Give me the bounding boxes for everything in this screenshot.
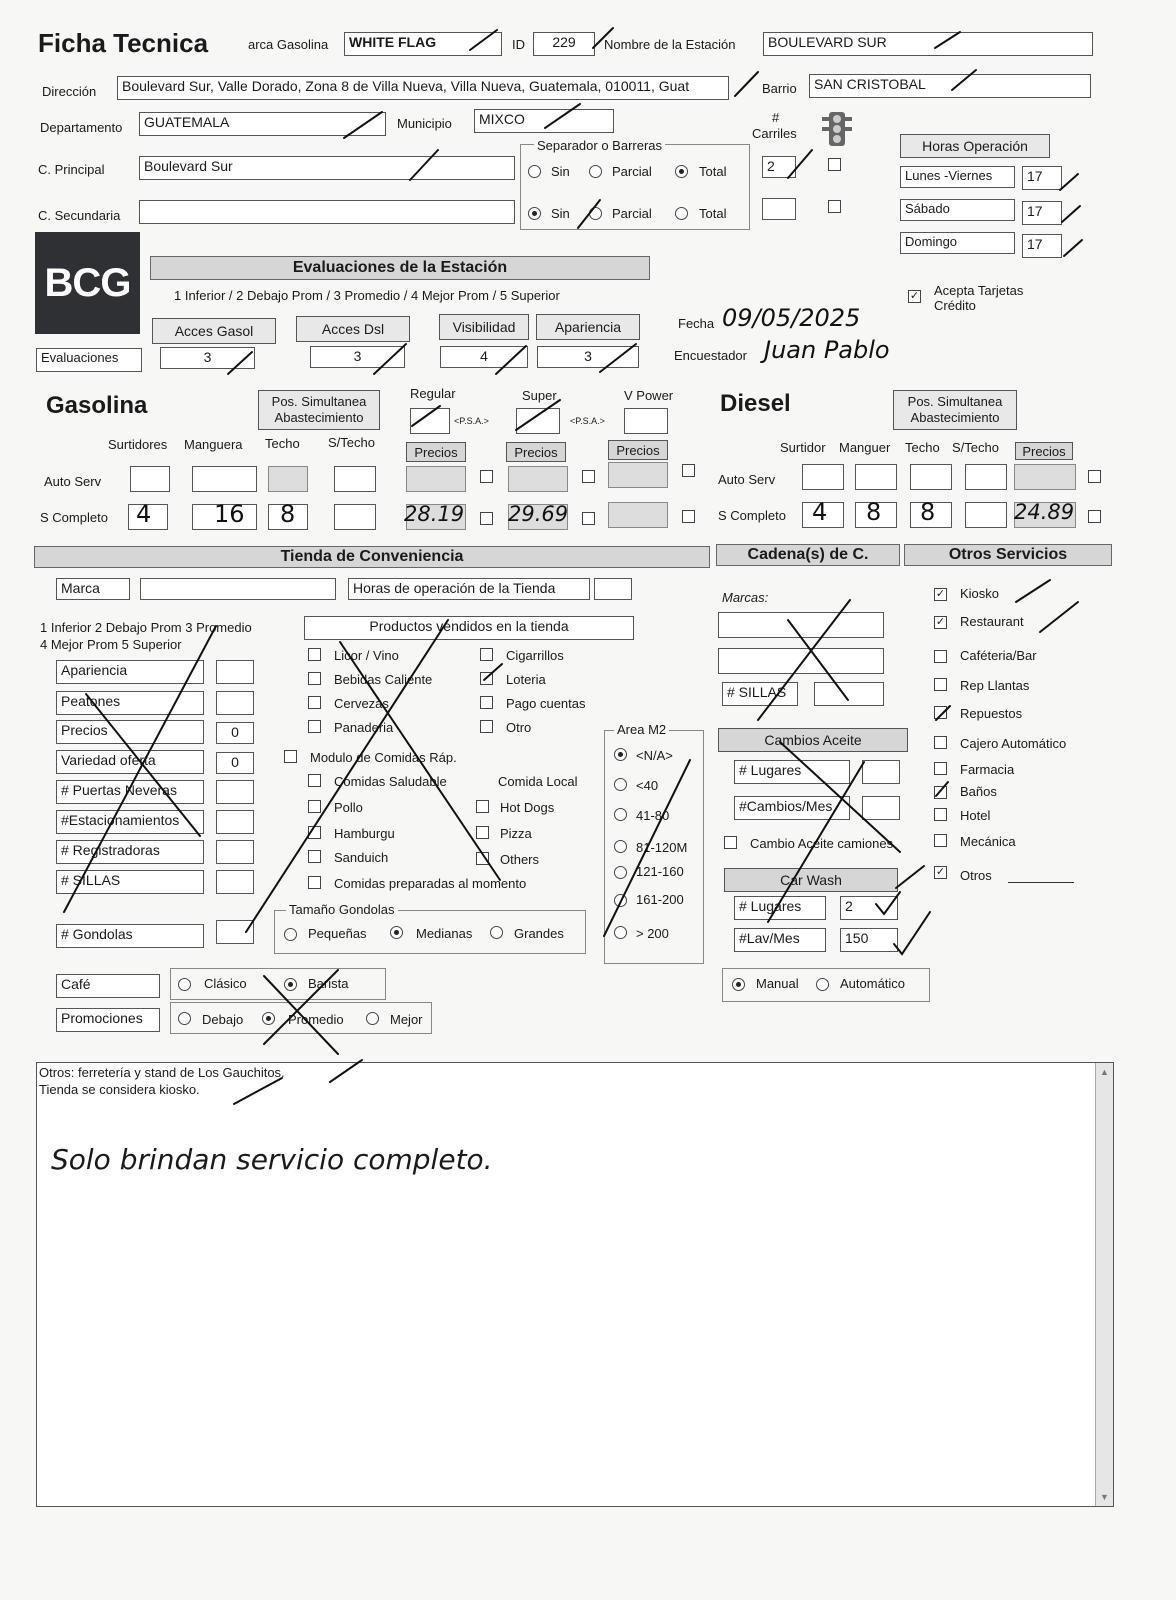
tienda-scale-2: 4 Mejor Prom 5 Superior xyxy=(40,637,182,652)
tienda-field-variedad[interactable]: 0 xyxy=(216,752,254,774)
ink-check xyxy=(896,866,924,888)
aceite-camiones-label: Cambio Aceite camiones xyxy=(750,836,894,851)
carriles-hash: # xyxy=(772,110,780,125)
as-techo-field[interactable] xyxy=(268,466,308,492)
pollo-label: Pollo xyxy=(334,800,363,815)
direccion-field[interactable]: Boulevard Sur, Valle Dorado, Zona 8 de Villa Nueva, Villa Nueva, Guatemala, 010011, Guat xyxy=(117,76,729,100)
hamburgu-checkbox[interactable] xyxy=(308,826,321,839)
pago-cuentas-checkbox[interactable] xyxy=(480,696,493,709)
cambios-aceite-button[interactable]: Cambios Aceite xyxy=(718,728,908,752)
as-super-checkbox[interactable] xyxy=(582,470,595,483)
promedio-label: Promedio xyxy=(288,1012,344,1027)
marca-label: Marca xyxy=(56,578,130,600)
tienda-field-puertas[interactable] xyxy=(216,780,254,804)
sc-precio-regular-value: 28.19 xyxy=(404,502,465,526)
aceite-lugares-field[interactable] xyxy=(862,760,900,784)
encuestador-label: Encuestador xyxy=(674,348,747,363)
diesel-surtidor-header: Surtidor xyxy=(780,440,826,455)
cafe-group xyxy=(170,968,386,1000)
sep2-total-radio[interactable] xyxy=(675,207,688,220)
restaurant-label: Restaurant xyxy=(960,614,1024,629)
lunes-viernes-field[interactable]: 17 xyxy=(1022,166,1062,190)
hot-dogs-label: Hot Dogs xyxy=(500,800,555,815)
diesel-precios-button[interactable]: Precios xyxy=(1015,442,1073,460)
logo-text: BCG xyxy=(44,260,131,305)
medianas-label: Medianas xyxy=(416,926,473,941)
sep1-total-radio[interactable] xyxy=(675,165,688,178)
evaluaciones-header: Evaluaciones de la Estación xyxy=(150,256,650,280)
d-sc-surtidor-value: 4 xyxy=(812,498,828,526)
precios-super-button[interactable]: Precios xyxy=(506,442,566,462)
notes-handwritten: Solo brindan servicio completo. xyxy=(51,1143,493,1176)
banos-checkbox[interactable] xyxy=(934,786,947,799)
cafeteria-label: Caféteria/Bar xyxy=(960,648,1037,663)
area-81-120-label: 81-120M xyxy=(636,840,688,855)
departamento-label: Departamento xyxy=(40,120,123,135)
tienda-row-peatones: Peatones xyxy=(56,691,204,715)
licor-label: Licor / Vino xyxy=(334,648,399,663)
pizza-label: Pizza xyxy=(500,826,532,841)
visibilidad-button[interactable]: Visibilidad xyxy=(439,314,529,340)
mejor-label: Mejor xyxy=(390,1012,423,1027)
productos-label: Productos vendidos en la tienda xyxy=(304,616,634,640)
tienda-field-peatones[interactable] xyxy=(216,691,254,715)
diesel-title: Diesel xyxy=(720,390,791,417)
area-41-80-radio[interactable] xyxy=(614,808,627,821)
area-121-160-radio[interactable] xyxy=(614,866,627,879)
acepta-tarjetas-checkbox[interactable]: ✓ xyxy=(909,290,920,302)
aceite-camiones-checkbox[interactable] xyxy=(724,836,737,849)
as-surtidores-field[interactable] xyxy=(130,466,170,492)
cw-lugares-label: # Lugares xyxy=(734,896,826,920)
area-gt200-radio[interactable] xyxy=(614,926,627,939)
sc-super-checkbox[interactable] xyxy=(582,512,595,525)
d-sc-manguer-value: 8 xyxy=(866,498,882,526)
sanduich-label: Sanduich xyxy=(334,850,389,865)
ink-slash xyxy=(1060,174,1078,190)
sep2-sin-label: Sin xyxy=(551,206,570,221)
ink-slash xyxy=(735,72,758,96)
scroll-up-icon[interactable]: ▲ xyxy=(1100,1067,1109,1077)
regular-psa-field[interactable] xyxy=(410,408,450,434)
cervezas-label: Cervezas xyxy=(334,696,389,711)
area-na-label: <N/A> xyxy=(636,748,673,763)
super-psa-field[interactable] xyxy=(516,408,560,434)
aceite-lugares-label: # Lugares xyxy=(734,760,850,784)
tienda-row-puertas: # Puertas Neveras xyxy=(56,780,204,804)
tienda-row-sillas: # SILLAS xyxy=(56,870,204,894)
farmacia-label: Farmacia xyxy=(960,762,1015,777)
c-principal-field[interactable]: Boulevard Sur xyxy=(139,156,515,180)
others-checkbox[interactable] xyxy=(476,852,489,865)
grandes-label: Grandes xyxy=(514,926,564,941)
hamburgu-label: Hamburgu xyxy=(334,826,395,841)
cigarrillos-label: Cigarrillos xyxy=(506,648,564,663)
hotel-checkbox[interactable] xyxy=(934,808,947,821)
rep-llantas-label: Rep Llantas xyxy=(960,678,1030,693)
acces-dsl-button[interactable]: Acces Dsl xyxy=(296,316,410,342)
horas-tienda-field[interactable] xyxy=(594,578,632,600)
clasico-label: Clásico xyxy=(204,976,247,991)
notes-scrollbar[interactable] xyxy=(1095,1063,1113,1506)
kiosko-label: Kiosko xyxy=(960,586,1000,601)
psa-label-2: <P.S.A.> xyxy=(570,416,605,426)
automatico-label: Automático xyxy=(840,976,906,991)
marcas-field-1[interactable] xyxy=(718,612,884,638)
modulo-comidas-label: Modulo de Comidas Ráp. xyxy=(310,750,457,765)
otro-checkbox[interactable] xyxy=(480,720,493,733)
sc-vpower-checkbox[interactable] xyxy=(682,510,695,523)
sep1-parcial-radio[interactable] xyxy=(589,165,602,178)
evaluaciones-label: Evaluaciones xyxy=(36,348,142,372)
carriles-field-1[interactable]: 2 xyxy=(762,156,796,178)
barrio-label: Barrio xyxy=(762,81,797,96)
apariencia-field[interactable]: 3 xyxy=(537,346,639,368)
area-161-200-radio[interactable] xyxy=(614,894,627,907)
otro-label: Otro xyxy=(506,720,532,735)
sep2-parcial-radio[interactable] xyxy=(589,207,602,220)
hotel-label: Hotel xyxy=(960,808,991,823)
fecha-value: 09/05/2025 xyxy=(722,304,861,332)
sc-manguera-value: 16 xyxy=(214,500,245,528)
sep1-sin-label: Sin xyxy=(551,164,570,179)
bebidas-checkbox[interactable] xyxy=(308,672,321,685)
marcas-field-2[interactable] xyxy=(718,648,884,674)
notes-textarea[interactable] xyxy=(36,1062,1114,1507)
d-as-checkbox[interactable] xyxy=(1088,470,1101,483)
tamano-gondolas-label: Tamaño Gondolas xyxy=(286,902,398,917)
as-manguera-field[interactable] xyxy=(192,466,257,492)
acces-dsl-field[interactable]: 3 xyxy=(310,346,405,368)
others-label: Others xyxy=(500,852,540,867)
ink-slash xyxy=(1016,580,1050,602)
c-principal-label: C. Principal xyxy=(38,162,105,177)
acces-gasol-field[interactable]: 3 xyxy=(160,347,255,369)
domingo-label: Domingo xyxy=(900,232,1015,254)
marca-gasolina-field[interactable]: WHITE FLAG xyxy=(344,32,502,56)
cafe-label: Café xyxy=(56,974,160,998)
auto-serv-label: Auto Serv xyxy=(44,474,102,489)
ink-check xyxy=(894,912,930,954)
diesel-s-completo-label: S Completo xyxy=(718,508,786,523)
diesel-manguer-header: Manguer xyxy=(839,440,891,455)
tienda-field-sillas[interactable] xyxy=(216,870,254,894)
sep1-total-label: Total xyxy=(699,164,727,179)
banos-label: Baños xyxy=(960,784,997,799)
sc-precio-vpower-field[interactable] xyxy=(608,502,668,528)
restaurant-checkbox[interactable]: ✓ xyxy=(935,616,946,628)
tienda-scale-1: 1 Inferior 2 Debajo Prom 3 Promedio xyxy=(40,620,252,635)
tienda-field-gondolas[interactable] xyxy=(216,920,254,944)
area-121-160-label: 121-160 xyxy=(636,864,684,879)
d-as-techo-field[interactable] xyxy=(910,464,952,490)
area-gt200-label: > 200 xyxy=(636,926,669,941)
otros-servicios-header: Otros Servicios xyxy=(904,544,1112,566)
modulo-comidas-checkbox[interactable] xyxy=(284,750,297,763)
grandes-radio[interactable] xyxy=(490,926,503,939)
barrio-field[interactable]: SAN CRISTOBAL xyxy=(809,74,1091,98)
mejor-radio[interactable] xyxy=(366,1012,379,1025)
as-precio-regular-field[interactable] xyxy=(406,466,466,492)
rep-llantas-checkbox[interactable] xyxy=(934,678,947,691)
d-as-stecho-field[interactable] xyxy=(965,464,1007,490)
cw-lav-mes-label: #Lav/Mes xyxy=(734,928,826,952)
car-wash-button[interactable]: Car Wash xyxy=(724,868,898,892)
sep2-sin-radio[interactable] xyxy=(528,207,541,220)
d-as-surtidor-field[interactable] xyxy=(802,464,844,490)
d-sc-stecho-field[interactable] xyxy=(965,502,1007,528)
clasico-radio[interactable] xyxy=(178,978,191,991)
tienda-row-precios: Precios xyxy=(56,720,204,744)
precios-vpower-button[interactable]: Precios xyxy=(608,440,668,460)
ink-slash xyxy=(1040,602,1078,632)
sc-precio-super-value: 29.69 xyxy=(508,502,569,526)
vpower-psa-field[interactable] xyxy=(624,408,668,434)
sanduich-checkbox[interactable] xyxy=(308,850,321,863)
diesel-pos-simultanea-button[interactable]: Pos. Simultanea Abastecimiento xyxy=(893,390,1017,430)
sep1-parcial-label: Parcial xyxy=(612,164,652,179)
diesel-auto-serv-label: Auto Serv xyxy=(718,472,776,487)
licor-checkbox[interactable] xyxy=(308,648,321,661)
promociones-label: Promociones xyxy=(56,1008,160,1032)
bcg-logo xyxy=(35,232,140,334)
diesel-techo-header: Techo xyxy=(905,440,940,455)
as-regular-checkbox[interactable] xyxy=(480,470,493,483)
pizza-checkbox[interactable] xyxy=(476,826,489,839)
id-field[interactable]: 229 xyxy=(533,32,595,56)
area-41-80-label: 41-80 xyxy=(636,808,670,823)
automatico-radio[interactable] xyxy=(816,978,829,991)
municipio-label: Municipio xyxy=(397,116,452,131)
d-as-manguer-field[interactable] xyxy=(855,464,897,490)
area-81-120-radio[interactable] xyxy=(614,840,627,853)
sabado-field[interactable]: 17 xyxy=(1022,201,1062,225)
sep2-parcial-label: Parcial xyxy=(612,206,652,221)
medianas-radio[interactable] xyxy=(390,926,403,939)
aceite-cambios-mes-field[interactable] xyxy=(862,796,900,820)
carriles-checkbox-1[interactable] xyxy=(828,158,841,171)
horas-tienda-label: Horas de operación de la Tienda xyxy=(348,578,590,600)
cigarrillos-checkbox[interactable] xyxy=(480,648,493,661)
mecanica-checkbox[interactable] xyxy=(934,834,947,847)
pequenas-label: Pequeñas xyxy=(308,926,367,941)
departamento-field[interactable]: GUATEMALA xyxy=(139,112,386,136)
area-m2-label: Area M2 xyxy=(614,722,669,737)
marcas-label: Marcas: xyxy=(722,590,769,605)
aceite-cambios-mes-label: #Cambios/Mes xyxy=(734,796,850,820)
comida-local-label: Comida Local xyxy=(498,774,578,789)
manual-radio[interactable] xyxy=(732,978,745,991)
pequenas-radio[interactable] xyxy=(284,928,297,941)
panaderia-checkbox[interactable] xyxy=(308,720,321,733)
fecha-label: Fecha xyxy=(678,316,715,331)
s-completo-label: S Completo xyxy=(40,510,108,525)
separador-label: Separador o Barreras xyxy=(534,138,665,153)
acces-gasol-button[interactable]: Acces Gasol xyxy=(152,318,276,344)
as-vpower-checkbox[interactable] xyxy=(682,464,695,477)
traffic-light-icon xyxy=(820,110,854,155)
sc-surtidores-value: 4 xyxy=(136,500,152,528)
repuestos-checkbox[interactable] xyxy=(934,706,947,719)
sabado-label: Sábado xyxy=(900,199,1015,221)
precios-regular-button[interactable]: Precios xyxy=(406,442,466,462)
cadena-sillas-field[interactable] xyxy=(814,682,884,706)
notes-line-2: Tienda se considera kiosko. xyxy=(39,1082,200,1097)
as-precio-vpower-field[interactable] xyxy=(608,462,668,488)
cadena-header: Cadena(s) de C. xyxy=(716,544,900,566)
otros-label: Otros xyxy=(960,868,992,883)
sc-techo-value: 8 xyxy=(280,500,296,528)
promedio-radio[interactable] xyxy=(262,1012,275,1025)
ink-slash xyxy=(1064,240,1082,256)
carriles-field-2[interactable] xyxy=(762,198,796,220)
tienda-field-precios[interactable]: 0 xyxy=(216,722,254,744)
visibilidad-field[interactable]: 4 xyxy=(440,346,528,368)
vpower-label: V Power xyxy=(624,388,674,403)
area-lt40-label: <40 xyxy=(636,778,659,793)
kiosko-checkbox[interactable]: ✓ xyxy=(935,588,946,600)
barista-radio[interactable] xyxy=(284,978,297,991)
repuestos-label: Repuestos xyxy=(960,706,1023,721)
cadena-sillas-label: # SILLAS xyxy=(722,682,798,706)
d-sc-checkbox[interactable] xyxy=(1088,510,1101,523)
gas-pos-simultanea-button[interactable]: Pos. Simultanea Abastecimiento xyxy=(258,390,380,430)
tienda-row-gondolas: # Gondolas xyxy=(56,924,204,948)
comidas-preparadas-label: Comidas preparadas al momento xyxy=(334,876,527,891)
regular-label: Regular xyxy=(410,386,456,401)
otros-line xyxy=(1008,882,1074,883)
loteria-label: Loteria xyxy=(506,672,546,687)
d-as-precio-field[interactable] xyxy=(1014,464,1076,490)
cajero-checkbox[interactable] xyxy=(934,736,947,749)
tienda-row-estacionamientos: #Estacionamientos xyxy=(56,810,204,834)
hot-dogs-checkbox[interactable] xyxy=(476,800,489,813)
area-na-radio[interactable] xyxy=(614,748,627,761)
direccion-label: Dirección xyxy=(42,84,97,99)
scroll-down-icon[interactable]: ▼ xyxy=(1100,1492,1109,1502)
pago-cuentas-label: Pago cuentas xyxy=(506,696,586,711)
ink-slash xyxy=(1062,206,1080,222)
evaluaciones-scale: 1 Inferior / 2 Debajo Prom / 3 Promedio / 4 Mejor Prom / 5 Superior xyxy=(174,288,560,303)
stecho-header: S/Techo xyxy=(328,435,375,450)
apariencia-button[interactable]: Apariencia xyxy=(536,314,640,340)
sc-regular-checkbox[interactable] xyxy=(480,512,493,525)
manual-label: Manual xyxy=(756,976,799,991)
as-precio-super-field[interactable] xyxy=(508,466,568,492)
marca-gasolina-label: arca Gasolina xyxy=(248,37,329,52)
debajo-label: Debajo xyxy=(202,1012,244,1027)
panaderia-label: Panaderia xyxy=(334,720,394,735)
cw-lugares-field[interactable]: 2 xyxy=(840,896,898,920)
pollo-checkbox[interactable] xyxy=(308,800,321,813)
tienda-row-apariencia: Apariencia xyxy=(56,660,204,684)
encuestador-value: Juan Pablo xyxy=(764,336,890,364)
comidas-saludable-checkbox[interactable] xyxy=(308,774,321,787)
municipio-field[interactable]: MIXCO xyxy=(474,109,614,133)
id-label: ID xyxy=(512,37,525,52)
c-secundaria-label: C. Secundaria xyxy=(38,208,121,223)
area-161-200-label: 161-200 xyxy=(636,892,684,907)
super-label: Super xyxy=(522,388,557,403)
d-sc-techo-value: 8 xyxy=(920,498,936,526)
horas-operacion-button[interactable]: Horas Operación xyxy=(900,134,1050,158)
comidas-preparadas-checkbox[interactable] xyxy=(308,876,321,889)
tienda-row-variedad: Variedad oferta xyxy=(56,750,204,774)
sep1-sin-radio[interactable] xyxy=(528,165,541,178)
tienda-field-registradoras[interactable] xyxy=(216,840,254,864)
otros-checkbox[interactable]: ✓ xyxy=(935,866,946,878)
sep2-total-label: Total xyxy=(699,206,727,221)
notes-line-1: Otros: ferretería y stand de Los Gauchitos. xyxy=(39,1065,285,1080)
cw-lav-mes-field[interactable]: 150 xyxy=(840,928,898,952)
psa-label-1: <P.S.A.> xyxy=(454,416,489,426)
carriles-checkbox-2[interactable] xyxy=(828,200,841,213)
c-secundaria-field[interactable] xyxy=(139,200,515,224)
gasolina-title: Gasolina xyxy=(46,392,148,419)
d-sc-precio-value: 24.89 xyxy=(1014,500,1075,524)
page-title: Ficha Tecnica xyxy=(38,28,209,58)
tienda-field-estacionamientos[interactable] xyxy=(216,810,254,834)
bebidas-label: Bebidas Caliente xyxy=(334,672,433,687)
tienda-header: Tienda de Conveniencia xyxy=(34,546,710,568)
cervezas-checkbox[interactable] xyxy=(308,696,321,709)
comidas-saludable-label: Comidas Saludable xyxy=(334,774,447,789)
acepta-tarjetas-label: Acepta Tarjetas Crédito xyxy=(934,283,1024,313)
farmacia-checkbox[interactable] xyxy=(934,762,947,775)
surtidores-header: Surtidores xyxy=(108,437,168,452)
lunes-viernes-label: Lunes -Viernes xyxy=(900,166,1015,188)
techo-header: Techo xyxy=(265,436,300,451)
carriles-label: Carriles xyxy=(752,126,797,141)
tienda-row-registradoras: # Registradoras xyxy=(56,840,204,864)
domingo-field[interactable]: 17 xyxy=(1022,234,1062,258)
loteria-checkbox[interactable] xyxy=(480,672,493,685)
cafeteria-checkbox[interactable] xyxy=(934,650,947,663)
sc-stecho-field[interactable] xyxy=(334,504,376,530)
area-lt40-radio[interactable] xyxy=(614,778,627,791)
as-stecho-field[interactable] xyxy=(334,466,376,492)
diesel-stecho-header: S/Techo xyxy=(952,440,999,455)
mecanica-label: Mecánica xyxy=(960,834,1016,849)
nombre-estacion-field[interactable]: BOULEVARD SUR xyxy=(763,32,1093,56)
marca-field[interactable] xyxy=(140,578,336,600)
cajero-label: Cajero Automático xyxy=(960,736,1067,751)
manguera-header: Manguera xyxy=(184,437,243,452)
barista-label: Barista xyxy=(308,976,349,991)
nombre-estacion-label: Nombre de la Estación xyxy=(604,37,736,52)
tienda-field-apariencia[interactable] xyxy=(216,660,254,684)
debajo-radio[interactable] xyxy=(178,1012,191,1025)
